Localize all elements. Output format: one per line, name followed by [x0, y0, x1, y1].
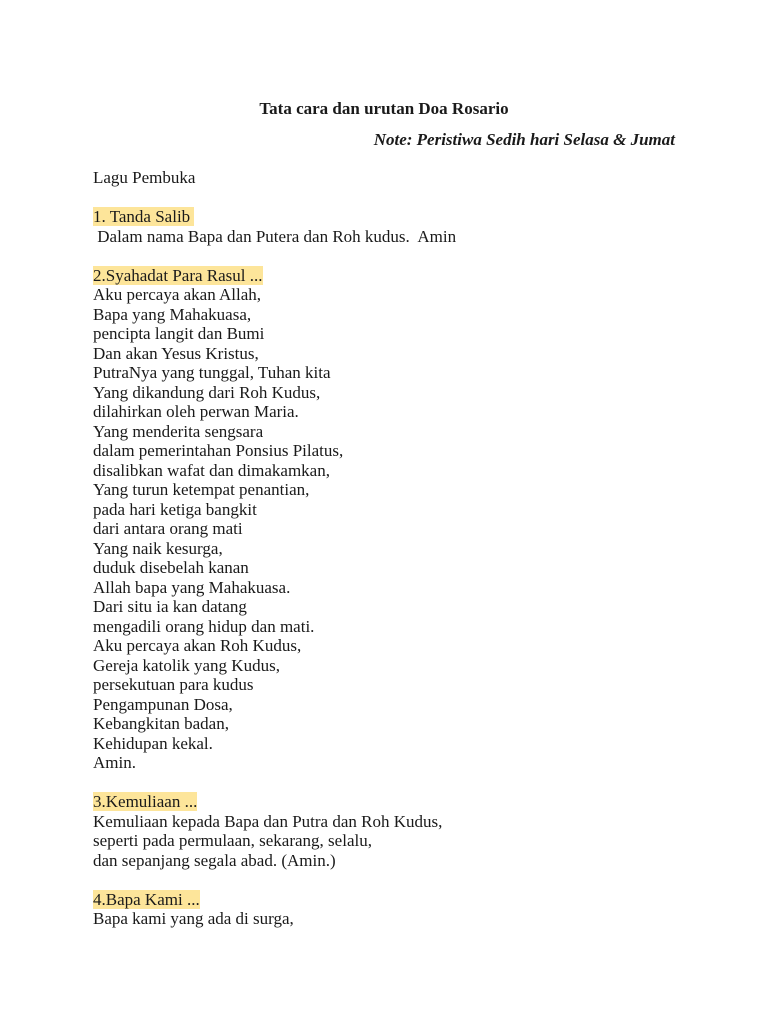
prayer-line: Kemuliaan kepada Bapa dan Putra dan Roh Kudus, — [93, 811, 443, 831]
prayer-line: PutraNya yang tunggal, Tuhan kita — [93, 363, 331, 382]
section-heading — [93, 266, 713, 286]
prayer-line: Bapa yang Mahakuasa, — [93, 304, 252, 324]
prayer-line: persekutuan para kudus — [93, 675, 254, 694]
paragraph-gap — [93, 870, 713, 890]
prayer-line: Dan akan Yesus Kristus, — [93, 343, 259, 363]
prayer-line: Yang naik kesurga, — [93, 538, 223, 558]
intro-line: Lagu Pembuka — [93, 168, 196, 187]
prayer-line: Kebangkitan badan, — [93, 714, 229, 733]
prayer-line: dilahirkan oleh perwan Maria. — [93, 402, 299, 421]
prayer-line: dari antara orang mati — [93, 519, 243, 538]
prayer-line: dan sepanjang segala abad. (Amin.) — [93, 850, 336, 870]
prayer-line: Yang turun ketempat penantian, — [93, 480, 310, 499]
prayer-line: disalibkan wafat dan dimakamkan, — [93, 460, 330, 480]
prayer-line: Aku percaya akan Allah, — [93, 285, 262, 304]
prayer-line: Bapa kami yang ada di surga, — [93, 909, 294, 928]
section-heading — [93, 890, 713, 910]
prayer-line: Yang menderita sengsara — [93, 421, 264, 441]
paragraph-gap — [93, 188, 713, 208]
prayer-line: duduk disebelah kanan — [93, 558, 249, 577]
prayer-line: Aku percaya akan Roh Kudus, — [93, 636, 302, 655]
prayer-line: seperti pada permulaan, sekarang, selalu, — [93, 831, 372, 850]
prayer-line: Allah bapa yang Mahakuasa. — [93, 577, 291, 597]
document-body — [93, 168, 713, 929]
prayer-line: Pengampunan Dosa, — [93, 694, 233, 714]
prayer-line: Gereja katolik yang Kudus, — [93, 655, 280, 675]
section-heading — [93, 792, 713, 812]
prayer-line: Amin. — [93, 753, 136, 772]
section-heading-highlight: 4.Bapa Kami ... — [93, 889, 200, 909]
prayer-line: Kehidupan kekal. — [93, 733, 213, 753]
prayer-line: Dalam nama Bapa dan Putera dan Roh kudus. Amin — [93, 226, 457, 246]
paragraph-gap — [93, 246, 713, 266]
prayer-line: Yang dikandung dari Roh Kudus, — [93, 382, 321, 402]
section-heading-highlight: 2.Syahadat Para Rasul ... — [93, 265, 263, 285]
prayer-line: pada hari ketiga bangkit — [93, 499, 257, 519]
prayer-line: pencipta langit dan Bumi — [93, 324, 265, 343]
document-note: Note: Peristiwa Sedih hari Selasa & Jumat — [373, 130, 675, 149]
prayer-line: dalam pemerintahan Ponsius Pilatus, — [93, 441, 344, 460]
paragraph-gap — [93, 773, 713, 793]
section-heading-highlight: 1. Tanda Salib — [93, 207, 195, 226]
prayer-line: Dari situ ia kan datang — [93, 597, 247, 616]
section-heading-highlight: 3.Kemuliaan ... — [93, 792, 198, 811]
section-heading — [93, 207, 713, 227]
document-title: Tata cara dan urutan Doa Rosario — [259, 99, 509, 118]
prayer-line: mengadili orang hidup dan mati. — [93, 616, 315, 636]
